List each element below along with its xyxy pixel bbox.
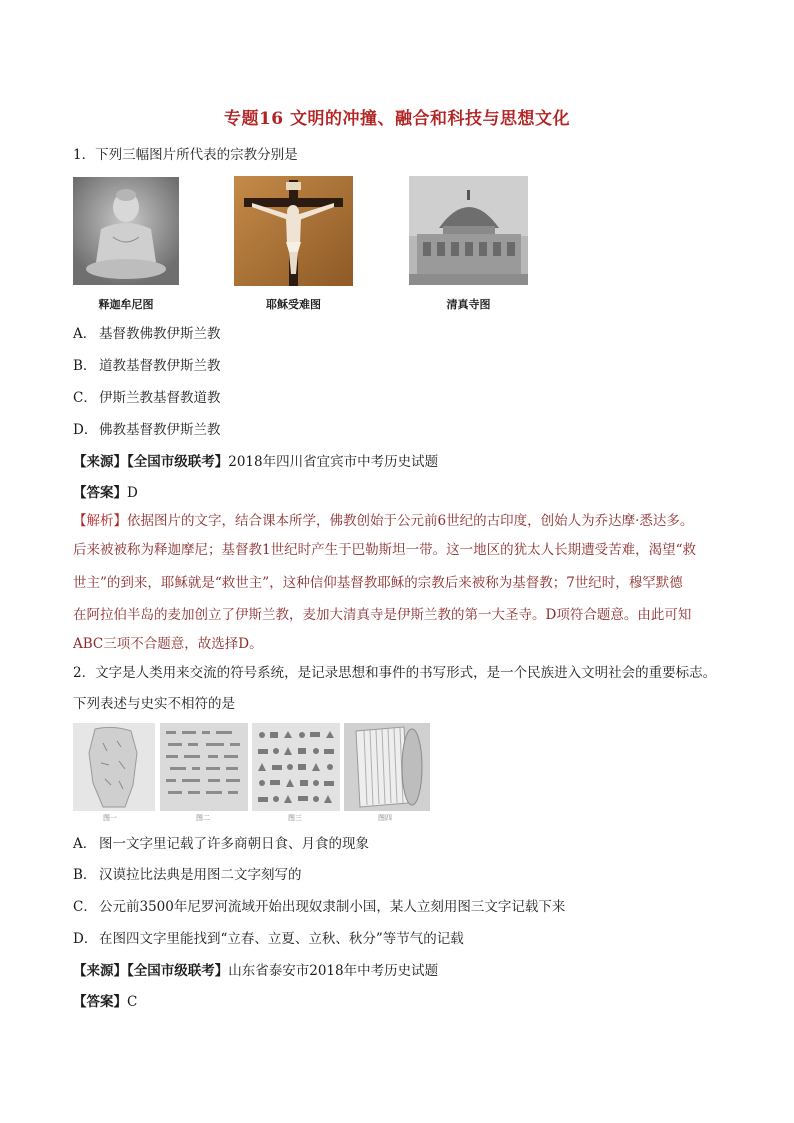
- q1-caption-2: 耶稣受难图: [266, 298, 321, 311]
- q2-answer: 【答案】C: [73, 994, 138, 1010]
- q1-analysis-line-3: 世主”的到来，耶稣就是“救世主”，这种信仰基督教耶稣的宗教后来被称为基督教；7世纪时，穆罕默德: [73, 575, 683, 591]
- q2-image-caption-1: 图一: [103, 814, 117, 822]
- q2-image-caption-3: 图三: [288, 814, 302, 822]
- q1-analysis-line-2: 后来被被称为释迦摩尼；基督教1世纪时产生于巴勒斯坦一带。这一地区的犹太人长期遭受苦难，渴望“救: [73, 542, 696, 558]
- q2-option-c: C． 公元前3500年尼罗河流域开始出现奴隶制小国，某人立刻用图三文字记载下来: [73, 899, 566, 915]
- q1-caption-1: 释迦牟尼图: [98, 298, 154, 311]
- q1-answer: 【答案】D: [73, 485, 138, 501]
- q1-analysis-line-4: 在阿拉伯半岛的麦加创立了伊斯兰教，麦加大清真寺是伊斯兰教的第一大圣寺。D项符合题意。由此可知: [73, 607, 692, 623]
- q1-stem: 1．下列三幅图片所代表的宗教分别是: [73, 147, 298, 163]
- q1-option-a: A． 基督教佛教伊斯兰教: [73, 326, 221, 342]
- q1-option-c: C． 伊斯兰教基督教道教: [73, 390, 221, 406]
- buddha-image: [73, 177, 179, 285]
- crucifix-image: [234, 176, 353, 286]
- oracle-bone-image: [73, 723, 155, 811]
- q2-option-d: D． 在图四文字里能找到“立春、立夏、立秋、秋分”等节气的记载: [73, 931, 464, 947]
- q2-stem-line-2: 下列表述与史实不相符的是: [73, 696, 235, 712]
- hieroglyph-image: [252, 723, 340, 811]
- q1-option-b: B． 道教基督教伊斯兰教: [73, 358, 221, 374]
- q1-analysis-line-1: 【解析】依据图片的文字，结合课本所学，佛教创始于公元前6世纪的古印度，创始人为乔达摩·悉达多。: [73, 513, 694, 529]
- page-title: 专题16 文明的冲撞、融合和科技与思想文化: [223, 109, 571, 129]
- q2-image-caption-2: 图二: [196, 814, 210, 822]
- bamboo-slips-image: [344, 723, 430, 811]
- q1-analysis-line-5: ABC三项不合题意，故选择D。: [73, 636, 263, 652]
- q2-stem-line-1: 2．文字是人类用来交流的符号系统，是记录思想和事件的书写形式，是一个民族进入文明社会的重要标志。: [73, 665, 717, 681]
- cuneiform-image: [160, 723, 248, 811]
- q1-caption-3: 清真寺图: [446, 298, 491, 311]
- q2-image-caption-4: 图四: [378, 814, 392, 822]
- q2-option-b: B． 汉谟拉比法典是用图二文字刻写的: [73, 867, 302, 883]
- q1-option-d: D． 佛教基督教伊斯兰教: [73, 422, 221, 438]
- q2-source: 【来源】【全国市级联考】山东省泰安市2018年中考历史试题: [73, 963, 439, 979]
- q2-option-a: A． 图一文字里记载了许多商朝日食、月食的现象: [73, 836, 369, 852]
- mosque-image: [409, 176, 528, 285]
- q1-source: 【来源】【全国市级联考】2018年四川省宜宾市中考历史试题: [73, 454, 439, 470]
